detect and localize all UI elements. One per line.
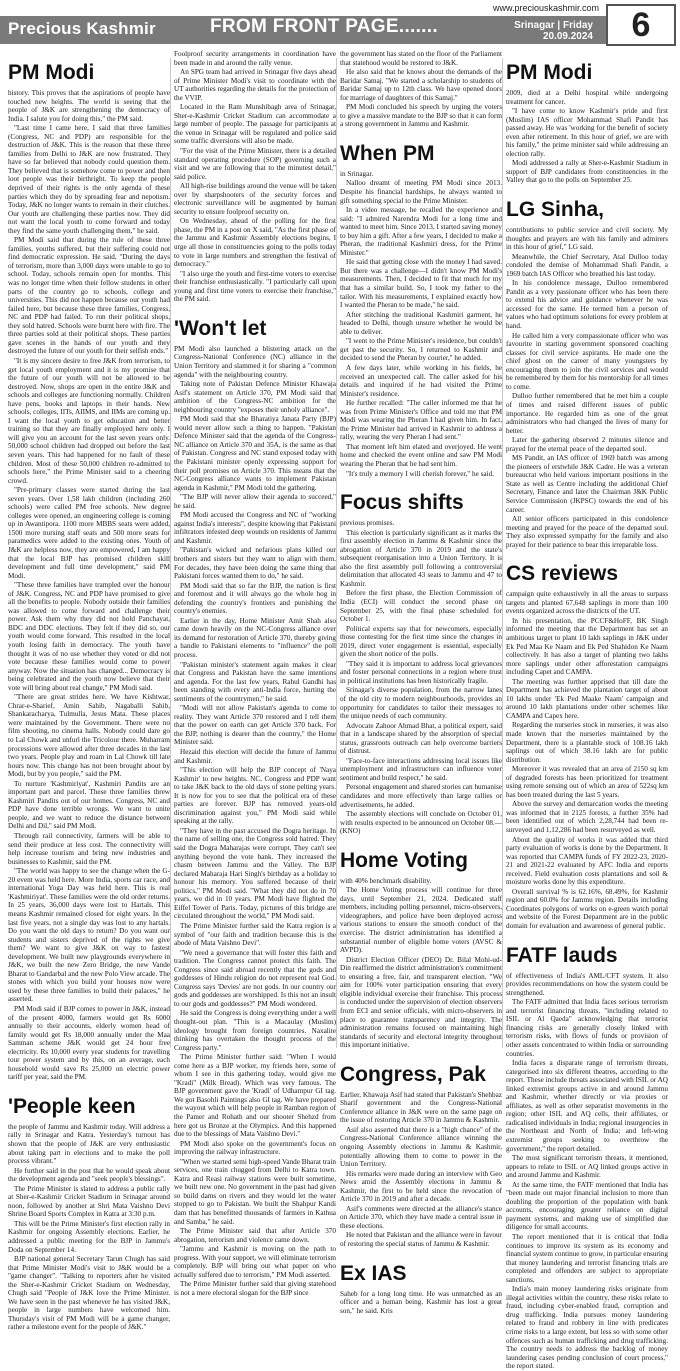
headline: PM Modi bbox=[8, 61, 95, 84]
body-paragraph: PM Modi also launched a blistering attack on the Congress-National Conference (NC) alliance in the Union Territory and slammed it for sharing a "common agenda" with the neighbouring country. bbox=[174, 344, 336, 379]
body-paragraph: Modi addressed a rally at Sher-e-Kashmir Stadium in support of BJP candidates from constituencies in the Valley that go to the polls on September 25. bbox=[506, 159, 668, 185]
body-paragraph: PM Modi said if BJP comes to power in J&K, instead of the present 4000, farmers would get Rs 6000 annually to their accounts, elderly women head of family would get Rs 18,000 annually under the Maa Samman scheme J&K would get 24 hour free electricity. Rs 10,000 every year students for travelling tour power system and by this, on an average, each household would save Rs 25,000 on electric power tariff per year, said the PM. bbox=[8, 1004, 170, 1082]
body-paragraph: All high-rise buildings around the venue will be taken over by sharpshooters of the security forces and electronic surveillance will be augmented by human security to ensure foolproof security on. bbox=[174, 182, 336, 216]
column-4 bbox=[506, 50, 669, 1371]
body-paragraph: This will be the Prime Minister's first election rally in Kashmir for ongoing Assembly elections. Earlier, he addressed a public meeting for the BJP in Jammu's Doda on September 14. bbox=[8, 1219, 170, 1254]
body-paragraph: This election is particularly significant as it marks the first assembly election in Jammu & Kashmir since the abrogation of Article 370 in 2019 and the state's subsequent reorganisation into a Union Territory. It is also the first assembly poll following a controversial delimitation that allocated 43 seats to Jammu and 47 to Kashmir. bbox=[340, 528, 502, 588]
body-paragraph: Moreover it was revealed that an area of 2150 sq km of degraded forests has been prioritized for treatment using remote sensing out of which an area of 522sq km has been treated during the last 5 years. bbox=[506, 765, 668, 799]
body-paragraph: the government has stated on the floor of the Parliament that statehood would be restored to J&K. bbox=[340, 50, 502, 67]
body-paragraph: Asif also asserted that there is a "high chance" of the Congress-National Conference alliance winning the ongoing Assembly elections in Jammu & Kashmir, potentially allowing them to come to power in the Union Territory. bbox=[340, 1125, 502, 1169]
column-1 bbox=[8, 50, 170, 1332]
body-paragraph: "Modi will not allow Pakistan's agenda to come to reality. They want Article 370 restored and I tell them that the power on earth can get Article 370 back. For the BJP, nothing is dearer than the country," the Home Minister said. bbox=[174, 704, 336, 747]
column-rule bbox=[502, 58, 503, 1048]
issue-meta bbox=[493, 3, 600, 42]
body-paragraph: MS Pandit, an IAS officer of 1969 batch was among the pioneers of erstwhile J&K Cadre. He was a veteran bureaucrat who held various important positions in the State as well as Centre including the additional Chief Secretary, Finance and later the Chairman J&K Public Service Commission (JKPSC) towards the end of his career. bbox=[506, 454, 668, 514]
body-paragraph: Personal engagement and shared stories can humanise candidates and more effectively than large rallies or advertisements, he added. bbox=[340, 783, 502, 809]
headline: CS reviews bbox=[506, 562, 619, 586]
body-paragraph: "Pakistan's wicked and nefarious plans killed our brothers and sisters but they want to align with them. For decades, they have been doing the same thing that Pakistani forces wanted them to do," he said. bbox=[174, 546, 336, 581]
headline: 'Won't let bbox=[174, 316, 267, 340]
body-paragraph: He said the Congress is doing everything under a well thought-out plan. "This is a Macaulay (Muslim) ideology brought from foreign countries. Naxalite thinking has overtaken the thought process of the Congress party." bbox=[174, 1009, 336, 1052]
body-paragraph: "It's truly a memory I will cherish forever," he said. bbox=[346, 469, 494, 478]
body-paragraph: PM Modi said that during the rule of these three families, youths suffered, but their suffering could not find democratic expression. He said, "During the days of terrorism, more than 3,000 days were unable to go to school. Today, schools remain open for months. This was no longer time when their fellow students in other parts of the country go to schools, college and universities. This did not happen because our youth had failed here, but because these three families, Congress, NC and PDP had failed. To run their political shops, they sold hatred. Schools were burnt here with fire. The three parties sold at their political shops. These parties gave scenes in the hands of our youth and they destroyed the future of our youth for their selfish ends." bbox=[8, 236, 170, 356]
article bbox=[506, 945, 668, 1371]
article bbox=[506, 199, 668, 549]
body-paragraph: "Pakistan minister's statement again makes it clear that Congress and Pakistan have the same intentions and agenda. For the last few years, Rahul Gandhi has been standing with every anti-India force, hurting the sentiments of the countrymen," he said. bbox=[174, 660, 336, 703]
article bbox=[340, 50, 502, 129]
body-paragraph: "There are great strides here. We have Kishtwar, Chrar-e-Sharief, Amin Sahib, Nagaballi Sahib, Shankaracharya, Tulmulla, Jesus Mata. These places were maintained by the Government. There were no film shooting, no cinema halls. Nobody could dare go to Lal Chowk and unfurl the Tricolour there. Muharram processions were allowed after three decades in the last two years. People play and roam in Lal Chowk till late hours now. This change has not been brought about by Modi, but by you people," said the PM. bbox=[8, 693, 170, 779]
headline: PM Modi bbox=[506, 61, 593, 84]
body-paragraph: "When we started semi high-speed Vande Bharat train services, one train chugged from Delhi to Katra town. Katra and Reasi railway stations were built sometime, we built new one. No government in the past had given so build dams on rivers and they would let the water stopped to go to Pakistan. We built the Shahpur Kandi dam that has benefitted thousands of farmers in Kathua and Samba," he said. bbox=[174, 1157, 336, 1226]
headline: LG Sinha, bbox=[506, 198, 605, 222]
body-paragraph: The Prime Minister is slated to address a public rally at Sher-e-Kashmir Cricket Stadium in Srinagar around noon, followed by another at Shri Mata Vaishno Devi Shrine Board Sports Complex in Katra at 3:30 p.m. bbox=[8, 1184, 170, 1219]
body-paragraph: "Face-to-face interactions addressing local issues like unemployment and infrastructure can influence voter sentiment and build respect," he said. bbox=[340, 756, 502, 782]
page-number: 6 bbox=[606, 4, 676, 46]
headline: Ex IAS bbox=[340, 1261, 407, 1285]
body-paragraph: "The BJP will never allow their agenda to succeed," he said. bbox=[174, 493, 336, 510]
body-paragraph: BJP national general Secretary Tarun Chugh has said that Prime Minister Modi's visit to J&K would be a "game changer". "Talking to reporters after he visited the Sher-e-Kashmir Cricket Stadium on Wednesday, Chugh said "People of J&K love the Prime Minister. We have seen in the past whenever he has visited J&K, people in large numbers have welcomed him. Thursday's visit of PM Modi will be a game changer, rather a milestone event for the people of J&K." bbox=[8, 1255, 170, 1332]
body-paragraph: PM Modi also spoke on the government's focus on improving the railway infrastructure. bbox=[174, 1139, 336, 1157]
body-paragraph: On Wednesday, ahead of the polling for the first phase, the PM in a post on X said, "As the first phase of the Jammu and Kashmir Assembly elections begins, I urge all those in constituencies going to the polls today to vote in large numbers and strengthen the festival of democracy." bbox=[174, 217, 336, 269]
body-paragraph: He also said that he knows about the demands of the Baridar Samaj. "We started a scholarship to students of Baridar Samaj up to 12th class. We have opened doors for marriage of daughters of this Samaj." bbox=[340, 68, 502, 102]
body-paragraph: In his condolence message, Dulloo remembered Pandit as a very passionate officer who has been there to extend his advice and guidance whenever he was accessed for the same. He termed him a person of values who had optimum solutions for every problem at hand. bbox=[506, 279, 668, 331]
body-paragraph: His remarks were made during an interview with Geo News amid the Assembly elections in Jammu & Kashmir, the first to be held since the revocation of Article 370 in 2019 and after a decade. bbox=[340, 1169, 502, 1204]
body-paragraph: The Home Voting process will continue for three days, until September 21, 2024. Dedicated staff members, including polling personnel, micro-observers, videographers, and police have been deployed across various stations to ensure the smooth conduct of the exercise. The district administration has identified a substantial number of eligible home voters (AVSC & AVPD). bbox=[340, 886, 502, 955]
body-paragraph: Foolproof security arrangements in coordination have been made in and around the rally venue. bbox=[174, 50, 336, 67]
site-url: www.preciouskashmir.com bbox=[493, 3, 600, 13]
body-paragraph: The Prime Minister further said that giving statehood is not a mere electoral slogan for the BJP since bbox=[174, 1280, 336, 1297]
body-paragraph: The report mentioned that it is critical that India continues to improve its system as its economy and financial system continue to grow, in particular ensuring that money laundering and terrorist financing trials are completed and offenders are subject to appropriate sanctions. bbox=[506, 1232, 669, 1284]
body-paragraph: He noted that Pakistan and the alliance were in favour of restoring the special status of Jammu & Kashmir. bbox=[340, 1231, 502, 1248]
column-2 bbox=[174, 50, 336, 1297]
body-paragraph: "This election will help the BJP concept of 'Naya Kashmir' to new heights. NC, Congress and PDP want to take J&K back to the old days of stone pelting years. It is now for you to see that the political era of these parties are forever. BJP has removed years-old discrimination against you," PM Modi said while speaking at the rally. bbox=[174, 766, 336, 826]
body-paragraph: "The world was happy to see the change when the G-20 event was held here. More India, sports car race, and international Yoga Day was held here. This is real 'Kashmiriyat'. These families were the old order returns. In 25 years, 36,000 days were lost to Hartals. This means Kashmir remained closed for eight years. In the last five years, not a single day was lost to any hartals. Do you want the old days to return? Do you want our students and sisters deprived of the rights we give them? We want to give J&K on way to fastest development. We built new playgrounds everywhere in J&K, we built the new Zero Bridge, the new Vande Bharat to Gandarbal and the new Polo View arcade. The stones with which you build your houses now were used by these three families to build their palaces," he asserted. bbox=[8, 867, 170, 1004]
headline: Congress, Pak bbox=[340, 1062, 486, 1086]
article bbox=[8, 1096, 170, 1332]
body-paragraph: Nalloo dreamt of meeting PM Modi since 2013. Despite his financial hardships, he always wanted to gift something special to the Prime Minister. bbox=[340, 179, 502, 205]
body-paragraph: "They have in the past accused the Dogra heritage. In the name of selling one, the Congress sold hatred. They said the Dogra Maharajas were corrupt. They can't see anything beyond the vote bank. They increased the chasm between Jammu and the Valley. The BJP declared Maharaja Hari Singh's birthday as a holiday to honour his memory. You suffered because of their politics," PM Modi said. "What they did not do in 70 years, we did in 10 years. PM Modi have flighted the Eiffel Tower of Paris. Today, pictures of this bridge are circulated throughout the world," PM Modi said. bbox=[174, 826, 336, 921]
body-paragraph: The meeting was further apprised that till date the Department has achieved the plantation target of about 10 lakhs under 'Ek Ped Maake Naam' campaign and around 10 lakh plantations under other schemes like CAMPA and Capex here. bbox=[506, 677, 668, 720]
body-paragraph: He further said in the post that he would speak about the development agenda and "seek people's blessings". bbox=[8, 1166, 170, 1184]
body-paragraph: PM Modi accused the Congress and NC of "working against India's interests", despite knowing that Pakistani infiltrators infested deep wounds on residents of Jammu and Kashmir. bbox=[174, 511, 336, 545]
body-paragraph: The most significant terrorism threats, it mentioned, appears to relate to ISIL or AQ linked groups active in and around Jammu and Kashmir. bbox=[506, 1154, 668, 1180]
body-paragraph: An SPG team had arrived in Srinagar five days ahead of Prime Minister Modi's visit to coordinate with the UT authorities regarding the details for the protection of the VVIP. bbox=[174, 68, 336, 102]
body-paragraph: 2009, died at a Delhi hospital while undergoing treatment for cancer. bbox=[506, 89, 668, 106]
column-3 bbox=[340, 50, 502, 1315]
section-title: FROM FRONT PAGE....... bbox=[210, 16, 438, 37]
body-paragraph: About the quality of works it was added that third party evaluation of works is done by the Department. It was reported that CAMPA funds of FY 2022-23, 2020-21 and 2021-22 evaluated by AFC India and reports received. Field evaluation costs plantations and soil & moisture works done by this expenditure. bbox=[506, 835, 668, 887]
city-day: Srinagar | Friday bbox=[514, 20, 593, 31]
article bbox=[506, 62, 668, 185]
body-paragraph: "I have come to know Kashmir's pride and first (Muslim) IAS officer Mohammad Shafi Pandit has passed away. He was 'working for the benefit of society even after retirement. In this hour of grief, we are with his family," the prime minister said while addressing an election rally. bbox=[506, 107, 668, 158]
body-paragraph: He called him a very compassionate officer who was favourite in starting government sponsored coaching classes for civil service aspirants. He made one the chief ghost on the career of many youngsters by encouraging them to join the civil services and would be remembered by them for his mentorship for all times to come. bbox=[506, 331, 668, 391]
body-paragraph: Later the gathering observed 2 minutes silence and prayed for the eternal peace of the departed soul. bbox=[506, 436, 668, 453]
body-paragraph: Earlier, Khawaja Asif had stated that Pakistan's Shehbaz Sharif government and the Congress-National Conference alliance in J&K were on the same page on the issue of restoring Article 370 in Jammu & Kashmir. bbox=[340, 1090, 502, 1125]
body-paragraph: Located in the Ram Munshibagh area of Srinagar, Sher-e-Kashmir Cricket Stadium can accommodate a large number of people. The passage for participants at the venue in Srinagar will be regulated and police said some traffic diversions will also be made. bbox=[174, 103, 336, 146]
body-paragraph: "I went to the Prime Minister's residence, but couldn't get past the security. So, I returned to Kashmir and decided to send the Pheran by courier," he added. bbox=[340, 337, 502, 363]
body-paragraph: "It is my sincere desire to free J&K from terrorism, to get local youth employment and it is my promise that the future of our youth will not be allowed to be destroyed. Now, shops are open in the entire J&K and schools and colleges are functioning normally. Children have pens, books and laptops in their hands. New schools, colleges, IITs, AIIMS, and IIMs are coming up. I want the local youth to get education and better training so that they are finally employed here only. I will give you an account for the last seven years only. 50,000 school children had dropped out before the last seven years. This had happened for no fault of these children. Most of these 50,000 children re-admitted to schools here," the Prime Minister said to a cheering crowd. bbox=[8, 356, 170, 485]
body-paragraph: That moment left him elated and overjoyed. He went home and checked the event online and saw PM Modi wearing the Pheran that he had sent him. bbox=[340, 442, 502, 468]
body-paragraph: "Last time I came here, I said that three families (Congress, NC and PDP) are responsible for the destruction of J&K. This is the reason that these three families from Delhi to J&K are now frustrated. They have so far believed that nobody could question them. They believed that is somehow come to power and then loot people was their birthright. To keep the people deprived of their rights is the only agenda of these parties which they do by spreading fear and nepotism. Today, J&K no longer wants to remain in their clutches. Our youth are challenging these parties now. They did not want the local youth to come forward and today they find the same youth challenging them," he said. bbox=[8, 124, 170, 235]
body-paragraph: The Prime Minister said that after Article 370 abrogation, terrorism and violence came down. bbox=[174, 1227, 336, 1244]
body-paragraph: "Jammu and Kashmir is moving on the path to progress. With your support, we will eliminate terrorism completely. BJP will bring out what paper on who actually suffered due to terrorism," PM Modi asserted. bbox=[174, 1245, 336, 1279]
body-paragraph: In a video message, he recalled the experience and said: "I admired Narendra Modi for a long time and wanted to meet him. Since 2013, I started saving money to buy him a gift. After a few years, I decided to make a Pheran, the traditional Kashmiri dress, for the Prime Minister." bbox=[340, 206, 502, 257]
body-paragraph: in Srinagar. bbox=[340, 169, 374, 178]
body-paragraph: PM Modi concluded his speech by urging the voters to give a massive mandate to the BJP so that it can form a strong government in Jammu and Kashmir. bbox=[340, 103, 502, 129]
body-paragraph: Regarding the nurseries stock in nurseries, it was also made known that the nurseries maintained by the Department, there is a plantable stock of 108.16 lakh saplings out of which 38.16 lakh are for public distribution. bbox=[506, 721, 668, 764]
body-paragraph: India faces a disparate range of terrorism threats, categorised into six different theatres, according to the report. These include threats associated with ISIL or AQ linked extremist groups active in and around Jammu and Kashmir, whether directly or via proxies or affiliates, as well as other separatist movements in the region; other ISIL and AQ cells, their affiliates, or radicalised individuals in India; regional insurgencies in the Northeast and North of India; and left-wing extremist groups seeking to overthrow the government," the report detailed. bbox=[506, 1059, 668, 1153]
body-paragraph: All senior officers participated in this condolence meeting and prayed for the peace of the departed soul. They also expressed sympathy for the family and also prayed for their patience to bear this irreparable loss. bbox=[506, 515, 668, 549]
article bbox=[340, 143, 502, 478]
body-paragraph: Saheb for a long long time. He was unmatched as an officer and a human being. Kashmir has lost a great son," he said. Kris bbox=[340, 1289, 502, 1315]
body-paragraph: The Prime Minister further said: "When I would come here as a BJP worker, my friends here, some of whom I see in this gathering today, would give me "Kradi" (Milk Bread). Which was very famous. The BJP government gave the 'Kradi' of Udhampur GI tag. We got Basohli Paintings also GI tag. We have prepared the wayout which will help people in Ramban region of the Pamer and Rohath and our shooter Shehzd from here got us Bronze at the Olympics. And this happened due to the blessings of Mata Vaishno Devi." bbox=[174, 1053, 336, 1139]
article bbox=[506, 563, 668, 930]
body-paragraph: Above the survey and demarcation works the meeting was informed that in 2125 forests, a further 35% had been identified out of which 2,28,744 had been re-surveyed and 1,12,286 had been resurveyed as well. bbox=[506, 800, 668, 835]
body-paragraph: Overall survival % is 62.16%, 68.49%, for Kashmir region and 60.0% for Jammu region. Details including Coordinates polygons of works on e-green watch portal and website of the Forest Department are in the public domain for evaluation and awareness of general public. bbox=[506, 887, 668, 931]
article bbox=[340, 492, 502, 836]
body-paragraph: A few days later, while working in his fields, he received an unexpected call. The caller asked for his details and inquired if he had visited the Prime Minister's residence. bbox=[340, 363, 502, 398]
body-paragraph: The assembly elections will conclude on October 01, with results expected to be announced on October 08.—(KNO) bbox=[340, 810, 502, 836]
column-rule bbox=[336, 58, 337, 1048]
page-header bbox=[0, 0, 680, 50]
body-paragraph: "Pre-primary classes were started during the last seven years. Over 1,58 lakh children (including 260 schools) were called PM free schools. New degree colleges were opened, an engineering college is coming up in Awantipora. 1100 more MBBS seats were added, 1500 more nursing staff seats and 500 more seats for paramedics were added to the existing ones. Youth of J&K are helpless now, they are empowered, I am happy that the local BJP has promised children skill development and full time development," said PM Modi. bbox=[8, 486, 170, 580]
body-paragraph: "They said it is important to address local grievances and foster personal connections in a region where trust in political institutions has been historically fragile. bbox=[340, 659, 502, 685]
headline: When PM bbox=[340, 141, 435, 165]
headline: FATF lauds bbox=[506, 943, 618, 967]
body-paragraph: The FATF admitted that India faces serious terrorism and terrorist financing threats, "including related to ISIL or Al Qaeda" acknowledging that terrorist financing risks are generally closely linked with terrorism risks, with flows of funds or provision of other assets concentrated to within India or surrounding countries. bbox=[506, 998, 668, 1058]
body-paragraph: history. This proves that the aspirations of people have touched new heights. The world is seeing that the people of J&K are strengthening the democracy of India. I salute you for doing this," the PM said. bbox=[8, 89, 170, 123]
body-paragraph: Taking note of Pakistan Defence Minister Khawaja Asif's statement on Article 370, PM Modi said that ambition of the Congress-NC ambition for the neighbouring country "exposes their unholy alliance". bbox=[174, 380, 336, 414]
issue-date: 20.09.2024 bbox=[542, 31, 593, 42]
headline: 'People keen bbox=[8, 1094, 136, 1118]
body-paragraph: "These three families have trampled over the honour of J&K. Congress, NC and PDP have promised to give all the benefits to people. Nobody outside their families was allowed to come forward and challenge their power. Ask them why they did not hold Panchayat, BDC and DDC elections. They felt if they did so, our youth would come forward. This resulted in the local youth losing faith in democracy. The youth have thought it was of no use whether they voted or did not vote because these families would come to power anyway. Now the situation has changed... Democracy is being celebrated and the youth now believe that their vote will bring about real change," PM Modi said. bbox=[8, 581, 170, 692]
body-paragraph: campaign quite exhaustively in all the areas to surpass targets and planted 67,648 saplings in more than 100 events organized across the districts of the UT. bbox=[506, 590, 668, 616]
headline: Focus shifts bbox=[340, 491, 464, 515]
body-paragraph: of effectiveness of India's AML/CFT system. It also provides recommendations on how the system could be strengthened. bbox=[506, 971, 668, 997]
body-paragraph: previous promises. bbox=[340, 519, 395, 528]
body-paragraph: Through rail connectivity, farmers will be able to send their produce at less cost. The connectivity will help increase tourism and bring new industries and businesses to Kashmir, said the PM. bbox=[8, 832, 170, 866]
body-paragraph: PM Modi said that so far the BJP, the nation is first and foremost and it will always go the whole hog in defending the country's frontiers and punishing the country's enemies. bbox=[174, 581, 336, 616]
body-paragraph: Dulloo further remembered that he met him a couple of times and raised different issues of public importance. He regarded him as one of the great administrators who had changed the lives of many for better. bbox=[506, 392, 668, 435]
body-paragraph: "We need a governance that will foster this faith and tradition. The Congress cannot protect this faith. The Congress since said abroad recently that the gods and goddesses of Hindu religion do not represent real God. Congress says 'Devies' are not gods. In our country our gods and goddesses are worshipped. Is this not an insult to our gods and goddesses?" PM Modi wondered. bbox=[174, 948, 336, 1008]
column-rule bbox=[170, 58, 171, 1048]
article bbox=[174, 50, 336, 304]
body-paragraph: To nurture 'Kashmiriyat', Kashmiri Pandits are an important part and parcel. These three families threw Kashmiri Pandits out of our homes. Congress, NC and PDP have done terrible wrongs. We want to unite people, and we want to reduce the distance between Delhi and Dil," said PM Modi. bbox=[8, 779, 170, 831]
body-paragraph: contributions to public service and civil society. My thoughts and prayers are with his family and admirers in this hour of grief," LG said. bbox=[506, 226, 668, 252]
body-paragraph: At the same time, the FATF mentioned that India has "been made out major financial inclusion to more than doubling the proportion of the population with bank accounts, encouraging greater reliance on digital payment systems, and making use of simplified due diligence for small accounts. bbox=[506, 1180, 668, 1232]
article bbox=[340, 1064, 502, 1249]
body-paragraph: PM Modi said that she Bharatiya Janata Party (BJP) would never allow such a thing to happen. "Pakistan Defence Minister said that the agenda of the Congress-NC alliance on Article 370 and 35A, is the same as that of Pakistan. Congress and NC stand exposed today with the Pakistani minister openly expressing support for their poll promises on Article 370. This means that the NC-Congress alliance wants to implement Pakistan agenda in Kashmir," PM Modi told the gathering. bbox=[174, 415, 336, 492]
body-paragraph: Asif's comments were directed at the alliance's stance on Article 370, which they have made a central issue in these elections. bbox=[340, 1204, 502, 1230]
body-paragraph: Political experts say that for newcomers, especially those contesting for the first time since the changes in 2019, direct voter engagement is essential, especially given the short notice of the polls. bbox=[340, 624, 502, 659]
body-paragraph: In his presentation, the PCCF&HoFF, BK Singh informed the meeting that the Department has set an ambitious target to plant 10 lakh saplings in J&K under Ek Ped Maa Ke Naam and Ek Ped Shahidon Ke Naam collectively. It has also a target of planting two lakhs more saplings under other afforestation campaigns including Capet and CAMPA. bbox=[506, 616, 668, 677]
body-paragraph: Earlier in the day, Home Minister Amit Shah also came down heavily on the NC-Congress alliance over its demand for restoration of Article 370, thereby giving a handle to Pakistani elements to "influence" the poll process. bbox=[174, 616, 336, 659]
body-paragraph: "For the visit of the Prime Minister, there is a detailed standard operating procedure (SOP) governing such a visit and we are following that to the minutest detail," said police. bbox=[174, 147, 336, 181]
article bbox=[174, 318, 336, 1298]
body-paragraph: After stitching the traditional Kashmiri garment, he headed to Delhi, though unsure whether he would be able to deliver. bbox=[340, 310, 502, 336]
article bbox=[340, 850, 502, 1050]
body-paragraph: with 40% benchmark disability. bbox=[340, 876, 432, 885]
body-paragraph: Hezaid this election will decide the future of Jammu and Kashmir. bbox=[174, 748, 336, 765]
body-paragraph: India's main money laundering risks originate from illegal activities within the country, these risks relate to fraud, including cyber-enabled fraud, corruption and drug trafficking. India pursues money laundering related to fraud and robbery in line with predicates crime risks to a large extent, but less so with some other offences such as human trafficking and drug trafficking. The country needs to address the backlog of money laundering cases pending conclusion of court process," the report stated. bbox=[506, 1285, 668, 1371]
body-paragraph: He further recalled: "The caller informed me that he was from Prime Minister's Office and told me that PM Modi was wearing the Pheran I had given him. In fact, the Prime Minister had arrived in Kashmir to address a rally, wearing the very Pheran I had sent." bbox=[340, 399, 502, 442]
body-paragraph: District Election Officer (DEO) Dr. Bilal Mohi-ud-Din reaffirmed the district administration's commitment to ensuring a free, fair, and transparent election. "We aim for 100% voter participation ensuring that every eligible individual exercise their franchise. This process is conducted under the supervision of election observers from ECI and senior officials, with micro-observers in place to guarantee transparency and integrity. The administration remains focused on maintaining high standards of security and electoral integrity throughout this important initiative. bbox=[340, 955, 502, 1050]
headline: Home Voting bbox=[340, 848, 468, 872]
body-paragraph: the people of Jammu and Kashmir today. Will address a rally in Srinagar and Katra. Yesterday's turnout has shown that the people of J&K are very enthusiastic about taking part in elections and to make the poll process vibrant." bbox=[8, 1122, 170, 1166]
body-paragraph: Meanwhile, the Chief Secretary, Atal Dulloo today condoled the demise of Mohammad Shafi Pandit, a 1969 batch IAS Officer who breathed his last today. bbox=[506, 252, 668, 278]
article bbox=[340, 1263, 502, 1316]
article bbox=[8, 62, 170, 1082]
body-paragraph: The Prime Minister further said the Katra region is a symbol of "our faith and tradition because this is the abode of Mata Vaishno Devi". bbox=[174, 921, 336, 948]
body-paragraph: Before the first phase, the Election Commission of India (ECI) will conduct the second phase on September 25, with the final phase scheduled for October 1. bbox=[340, 589, 502, 624]
body-paragraph: Srinagar's diverse population, from the narrow lanes of the old city to modern neighbourhoods, provides an opportunity for candidates to tailor their messages to the unique needs of each community. bbox=[340, 686, 502, 721]
body-paragraph: He said that getting close with the money I had saved. But there was a challenge—I didn't know PM Modi's measurements. Then, I decided to fit that much for my that has a similar build. So, I took my father to the tailor. With his measurements, I explained exactly how I wanted the Pheran to be made," he said. bbox=[340, 258, 502, 310]
body-paragraph: "I also urge the youth and first-time voters to exercise their franchise enthusiastically. "I particularly call upon young and first time voters to exercise their franchise," the PM said. bbox=[174, 269, 336, 304]
newspaper-brand: Precious Kashmir bbox=[8, 19, 156, 38]
body-paragraph: Advocate Zahoor Ahmad Bhat, a political expert, said that in a landscape shared by the absorption of special status, grassroots outreach can help overcome barriers of distrust. bbox=[340, 721, 502, 756]
